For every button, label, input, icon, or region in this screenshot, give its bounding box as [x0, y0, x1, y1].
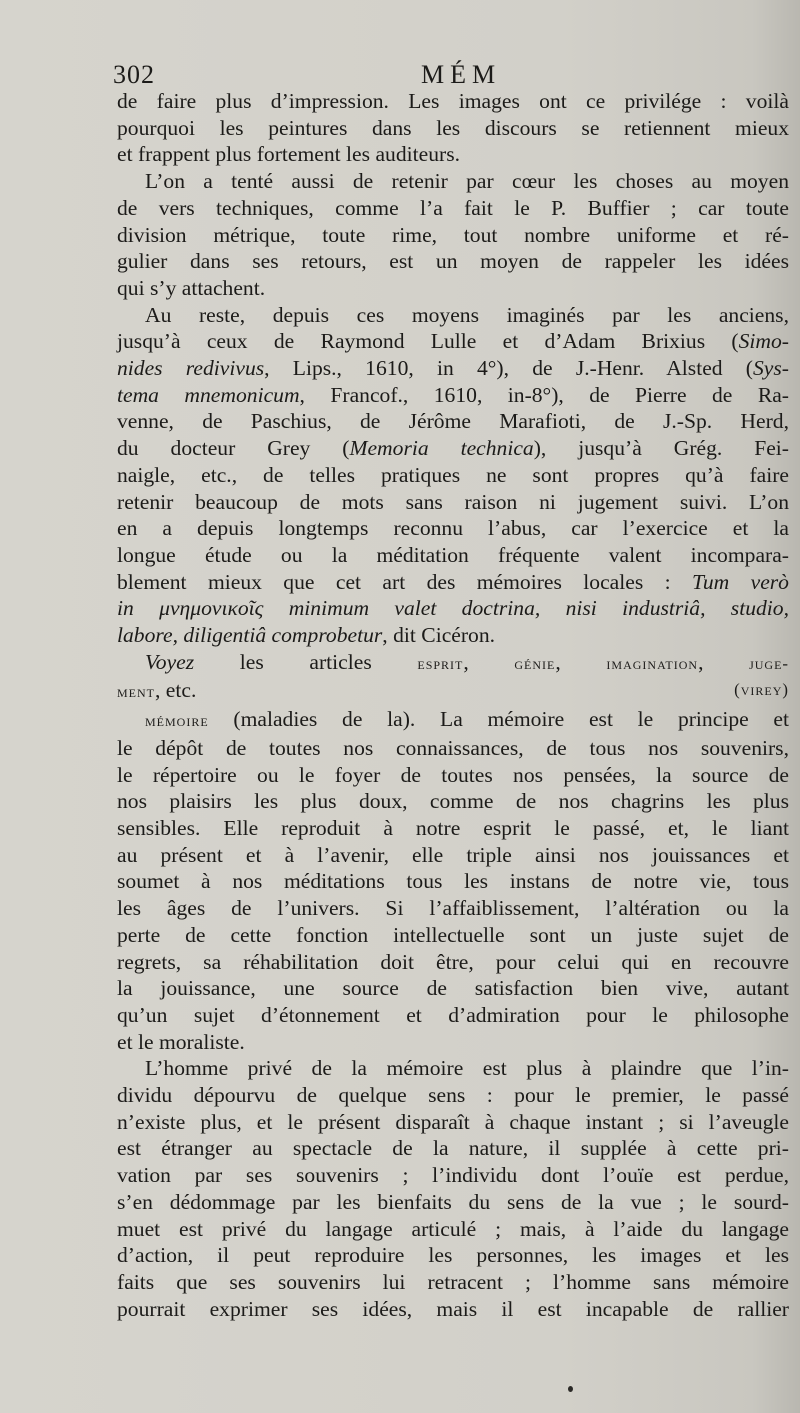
- page-header: [113, 60, 773, 90]
- text-line: dividu dépourvu de quelque sens : pour le premier, le passé: [117, 1083, 789, 1108]
- text-line: retenir beaucoup de mots sans raison ni jugement suivi. L’on: [117, 489, 789, 514]
- text-line: le dépôt de toutes nos connaissances, de tous nos souvenirs,: [117, 735, 789, 760]
- text-line: vation par ses souvenirs ; l’individu dont l’ouïe est perdue,: [117, 1163, 789, 1188]
- text-line: au présent et à l’avenir, elle triple ainsi nos jouissances et: [117, 842, 789, 867]
- text-line: s’en dédommage par les bienfaits du sens de la vue ; le sourd-: [117, 1189, 789, 1214]
- text-line: n’existe plus, et le présent disparaît à chaque instant ; si l’aveugle: [117, 1109, 789, 1134]
- article-heading: mémoire: [145, 711, 209, 731]
- text-line: le répertoire ou le foyer de toutes nos pensées, la source de: [117, 762, 789, 787]
- text-line: faits que ses souvenirs lui retracent ; l’homme sans mémoire: [117, 1269, 789, 1294]
- text-line: du docteur Grey (Memoria technica), jusqu’à Grég. Fei-: [117, 436, 789, 461]
- text-line: en a depuis longtemps reconnu l’abus, car l’exercice et la: [117, 516, 789, 541]
- text-line: venne, de Paschius, de Jérôme Marafioti, de J.-Sp. Herd,: [117, 409, 789, 434]
- ink-speck: [568, 1386, 573, 1392]
- text-line: pourrait exprimer ses idées, mais il est incapable de rallier: [117, 1296, 789, 1321]
- page-number: 302: [113, 60, 155, 89]
- text-line: division métrique, toute rime, tout nombre uniforme et ré-: [117, 222, 789, 247]
- text-line: qui s’y attachent.: [117, 275, 266, 300]
- text-line: naigle, etc., de telles pratiques ne sont propres qu’à faire: [117, 462, 789, 487]
- text-line: in μνημονικοῖς minimum valet doctrina, nisi industriâ, studio,: [117, 596, 789, 621]
- text-line: tema mnemonicum, Francof., 1610, in-8°), de Pierre de Ra-: [117, 382, 789, 407]
- author-signature: (virey): [734, 680, 789, 700]
- text-line: la jouissance, une source de satisfaction bien vive, autant: [117, 976, 789, 1001]
- text-line: blement mieux que cet art des mémoires locales : Tum verò: [117, 569, 789, 594]
- text-line: jusqu’à ceux de Raymond Lulle et d’Adam Brixius (Simo-: [117, 329, 789, 354]
- text-line: de faire plus d’impression. Les images ont ce privilége : voilà: [117, 89, 789, 113]
- text-line: regrets, sa réhabilitation doit être, pour celui qui en recouvre: [117, 949, 789, 974]
- text-line: les âges de l’univers. Si l’affaiblissement, l’altération ou la: [117, 896, 789, 921]
- text-line: L’homme privé de la mémoire est plus à plaindre que l’in-: [145, 1056, 789, 1081]
- text-line: perte de cette fonction intellectuelle sont un juste sujet de: [117, 922, 789, 947]
- text-line: mémoire (maladies de la). La mémoire est le principe et: [145, 707, 789, 732]
- text-line: nides redivivus, Lips., 1610, in 4°), de J.-Henr. Alsted (Sys-: [117, 356, 789, 381]
- text-line: Voyez les articles esprit, génie, imagination, juge-: [145, 649, 790, 674]
- text-line: labore, diligentiâ comprobetur, dit Cicéron.: [117, 623, 496, 648]
- text-line: L’on a tenté aussi de retenir par cœur les choses au moyen: [145, 169, 789, 194]
- text-line: et frappent plus fortement les auditeurs.: [117, 142, 460, 167]
- running-head: MÉM: [421, 60, 502, 89]
- text-line: Au reste, depuis ces moyens imaginés par les anciens,: [145, 302, 789, 327]
- text-line: soumet à nos méditations tous les instans de notre vie, tous: [117, 869, 789, 894]
- text-line: de vers techniques, comme l’a fait le P. Buffier ; car toute: [117, 195, 789, 220]
- text-line: gulier dans ses retours, est un moyen de rappeler les idées: [117, 249, 789, 274]
- text-line: et le moraliste.: [117, 1029, 245, 1054]
- text-line: ment, etc. (virey): [117, 678, 789, 703]
- text-line: nos plaisirs les plus doux, comme de nos chagrins les plus: [117, 789, 789, 814]
- text-line: sensibles. Elle reproduit à notre esprit le passé, et, le liant: [117, 815, 789, 840]
- text-line: longue étude ou la méditation fréquente valent incompara-: [117, 542, 789, 567]
- text-line: d’action, il peut reproduire les personnes, les images et les: [117, 1243, 789, 1268]
- text-line: muet est privé du langage articulé ; mais, à l’aide du langage: [117, 1216, 789, 1241]
- text-line: est étranger au spectacle de la nature, il supplée à cette pri-: [117, 1136, 789, 1161]
- page-body: [117, 88, 789, 1322]
- text-line: qu’un sujet d’étonnement et d’admiration pour le philosophe: [117, 1002, 789, 1027]
- text-line: pourquoi les peintures dans les discours se retiennent mieux: [117, 115, 789, 140]
